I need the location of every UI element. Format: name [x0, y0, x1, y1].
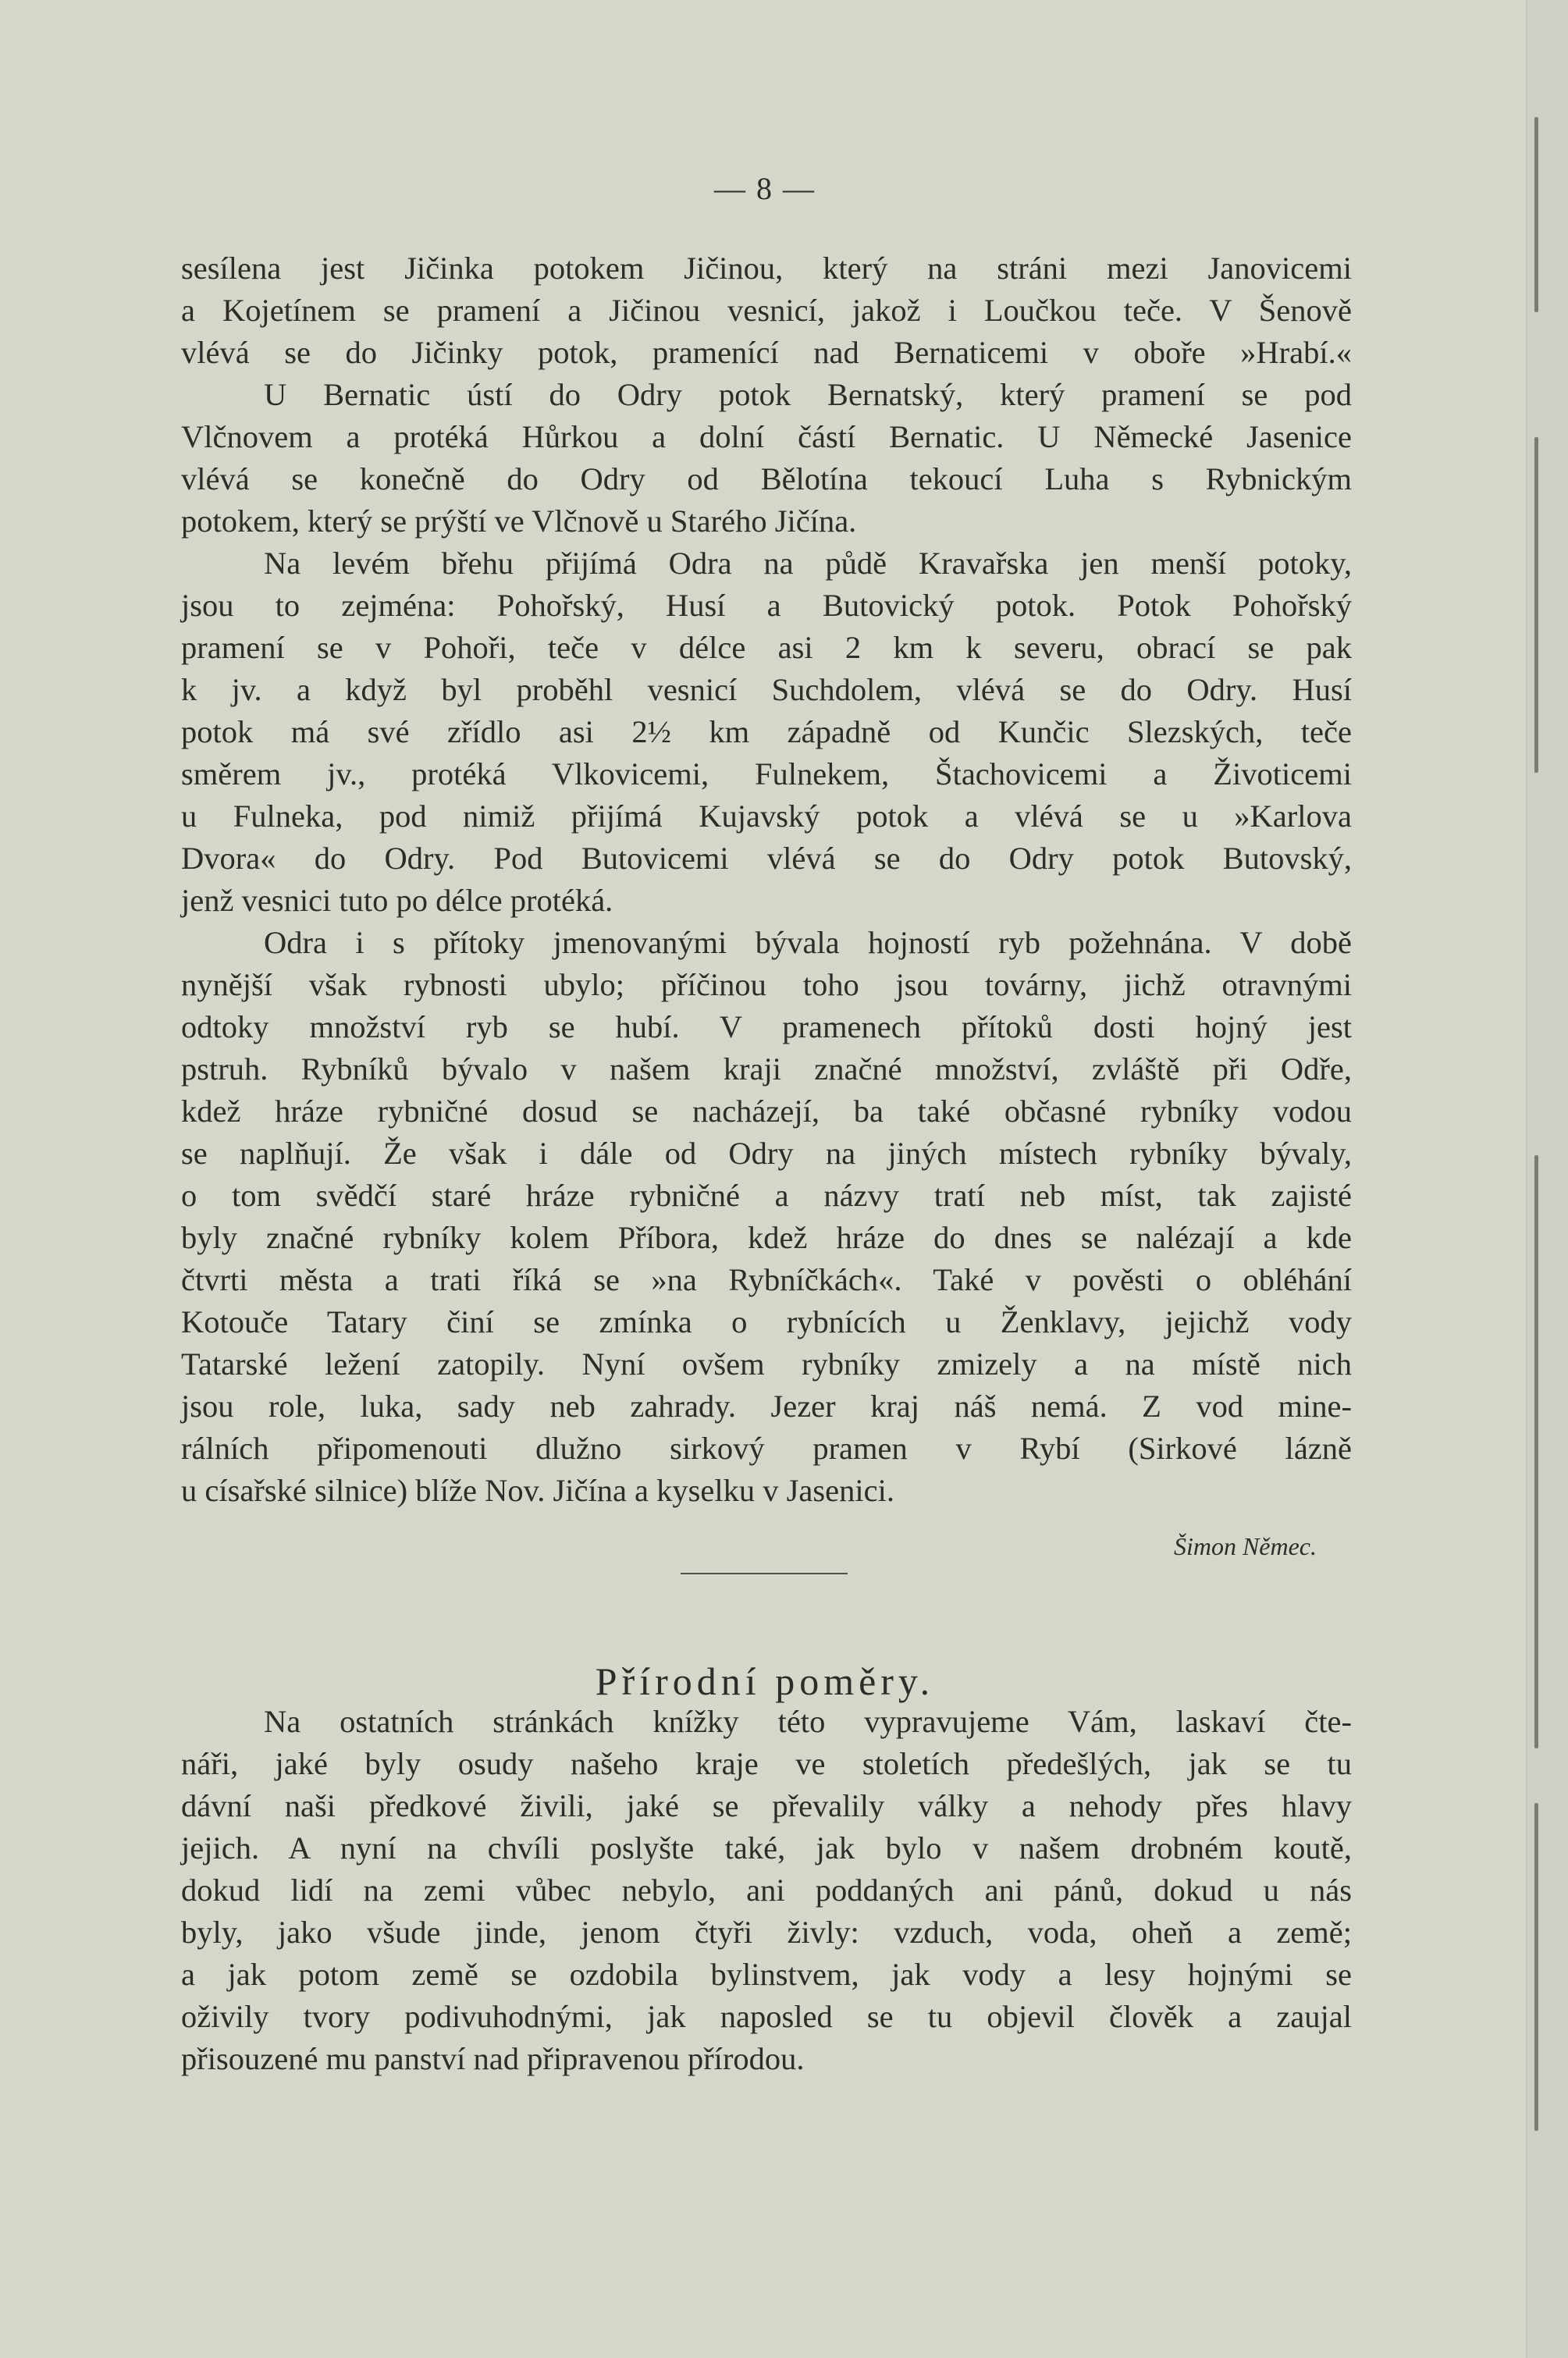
text-line: rálních připomenouti dlužno sirkový pramen v Rybí (Sirkové lázně [181, 1431, 1352, 1466]
text-line: kdež hráze rybničné dosud se nacházejí, ba také občasné rybníky vodou [181, 1094, 1352, 1129]
text-line: Tatarské ležení zatopily. Nyní ovšem rybníky zmizely a na místě nich [181, 1346, 1352, 1382]
text-line: směrem jv., protéká Vlkovicemi, Fulnekem, Štachovicemi a Životicemi [181, 756, 1352, 791]
text-line: přisouzené mu panství nad připravenou přírodou. [181, 2041, 805, 2076]
text-line: o tom svědčí staré hráze rybničné a názvy tratí neb míst, tak zajisté [181, 1178, 1352, 1213]
text-line: jsou role, luka, sady neb zahrady. Jezer kraj náš nemá. Z vod mine- [181, 1389, 1352, 1424]
edge-mark [1534, 117, 1538, 312]
text-line: byly, jako všude jinde, jenom čtyři živly: vzduch, voda, oheň a země; [181, 1915, 1352, 1950]
text-line: dávní naši předkové živili, jaké se převalily války a nehody přes hlavy [181, 1788, 1352, 1823]
text-line: Kotouče Tatary činí se zmínka o rybnících u Ženklavy, jejichž vody [181, 1304, 1352, 1339]
text-line: vlévá se do Jičinky potok, pramenící nad Bernaticemi v oboře »Hrabí.« [181, 335, 1352, 370]
text-line: jenž vesnici tuto po délce protéká. [181, 883, 613, 918]
text-line: nynější však rybnosti ubylo; příčinou toho jsou továrny, jichž otravnými [181, 967, 1352, 1002]
text-line: k jv. a když byl proběhl vesnicí Suchdolem, vlévá se do Odry. Husí [181, 672, 1352, 707]
edge-mark [1534, 1803, 1538, 2131]
section-heading: Přírodní poměry. [595, 1659, 935, 1703]
text-line: jsou to zejména: Pohořský, Husí a Butovický potok. Potok Pohořský [181, 588, 1352, 623]
text-line: Vlčnovem a protéká Hůrkou a dolní částí Bernatic. U Německé Jasenice [181, 419, 1352, 454]
text-line: Dvora« do Odry. Pod Butovicemi vlévá se do Odry potok Butovský, [181, 841, 1352, 876]
text-line: pstruh. Rybníků bývalo v našem kraji značné množství, zvláště při Odře, [181, 1051, 1352, 1087]
text-line: a Kojetínem se pramení a Jičinou vesnicí, jakož i Loučkou teče. V Šenově [181, 293, 1352, 328]
edge-mark [1534, 437, 1538, 773]
text-line: potokem, který se prýští ve Vlčnově u Starého Jičína. [181, 503, 857, 539]
text-line: odtoky množství ryb se hubí. V pramenech přítoků dosti hojný jest [181, 1009, 1352, 1044]
text-line: vlévá se konečně do Odry od Bělotína tekoucí Luha s Rybnickým [181, 461, 1352, 496]
scan-edge [1526, 0, 1568, 2358]
text-line: dokud lidí na zemi vůbec nebylo, ani poddaných ani pánů, dokud u nás [181, 1873, 1352, 1908]
text-line: u císařské silnice) blíže Nov. Jičína a kyselku v Jasenici. [181, 1473, 894, 1508]
text-line: čtvrti města a trati říká se »na Rybníčkách«. Také v pověsti o obléhání [181, 1262, 1352, 1297]
page-number: — 8 — [714, 171, 816, 206]
text-line: byly značné rybníky kolem Příbora, kdež hráze do dnes se nalézají a kde [181, 1220, 1352, 1255]
text-line: a jak potom země se ozdobila bylinstvem, jak vody a lesy hojnými se [181, 1957, 1352, 1992]
text-line: potok má své zřídlo asi 2½ km západně od Kunčic Slezských, teče [181, 714, 1352, 749]
text-line: oživily tvory podivuhodnými, jak naposled se tu objevil člověk a zaujal [181, 1999, 1352, 2034]
text-line: Na levém břehu přijímá Odra na půdě Kravařska jen menší potoky, [264, 546, 1352, 581]
text-line: U Bernatic ústí do Odry potok Bernatský, který pramení se pod [264, 377, 1352, 412]
text-line: jejich. A nyní na chvíli poslyšte také, jak bylo v našem drobném koutě, [181, 1830, 1352, 1865]
text-line: Na ostatních stránkách knížky této vypravujeme Vám, laskaví čte- [264, 1704, 1352, 1739]
section-divider [681, 1573, 848, 1574]
author-signature: Šimon Němec. [1173, 1532, 1317, 1560]
text-line: Odra i s přítoky jmenovanými bývala hojností ryb požehnána. V době [264, 925, 1352, 960]
text-line: pramení se v Pohoři, teče v délce asi 2 km k severu, obrací se pak [181, 630, 1352, 665]
text-line: u Fulneka, pod nimiž přijímá Kujavský potok a vlévá se u »Karlova [181, 798, 1352, 834]
text-line: sesílena jest Jičinka potokem Jičinou, který na stráni mezi Janovicemi [181, 251, 1352, 286]
edge-mark [1534, 1155, 1538, 1748]
text-line: náři, jaké byly osudy našeho kraje ve stoletích předešlých, jak se tu [181, 1746, 1352, 1781]
text-line: se naplňují. Že však i dále od Odry na jiných místech rybníky bývaly, [181, 1136, 1352, 1171]
